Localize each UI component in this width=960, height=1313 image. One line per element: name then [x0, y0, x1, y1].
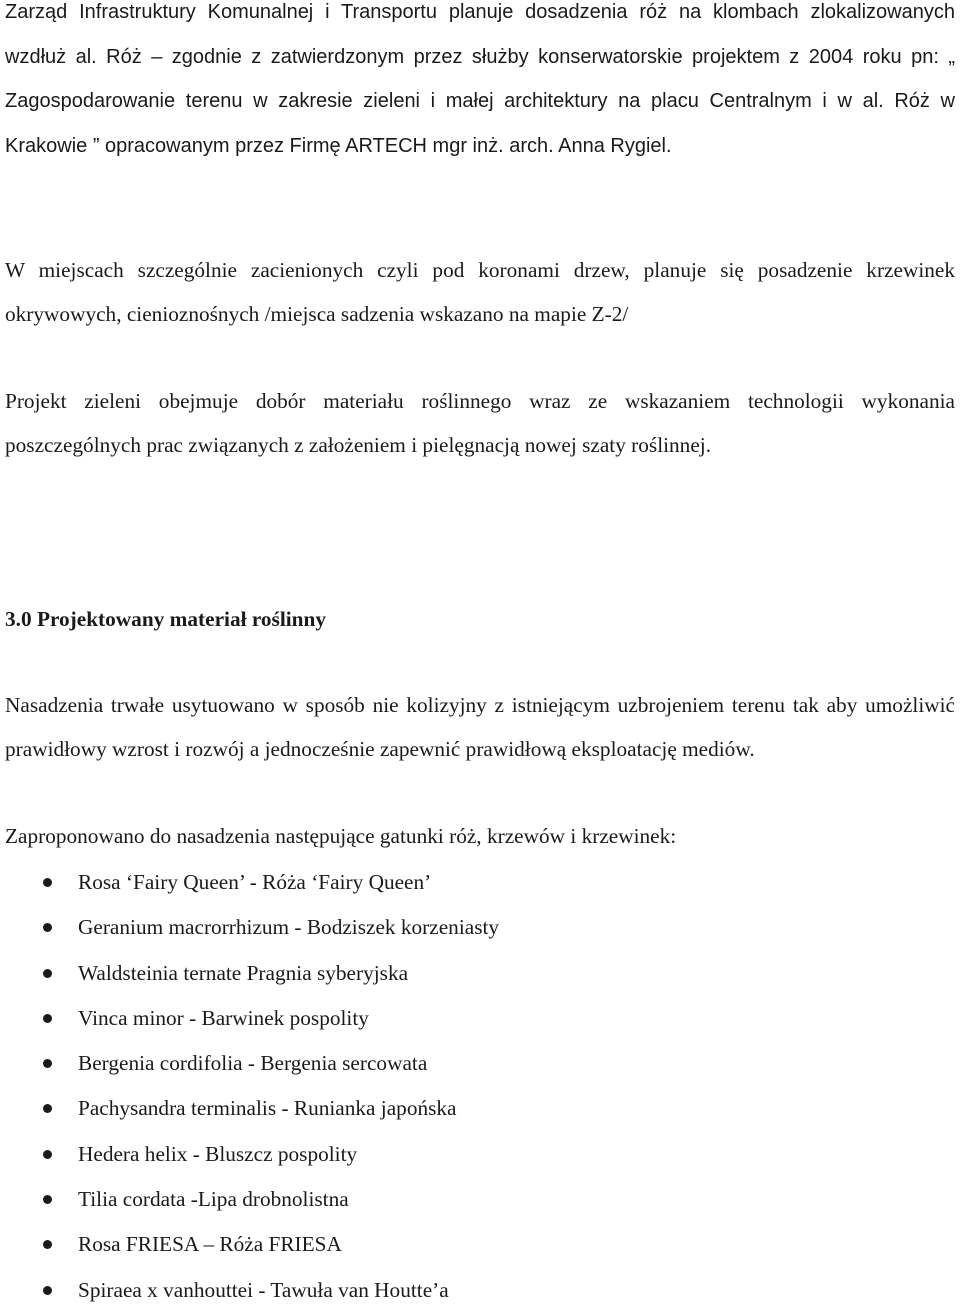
list-item	[5, 1268, 955, 1313]
intro-paragraph	[5, 0, 955, 168]
list-item	[5, 860, 955, 905]
list-item	[5, 905, 955, 950]
species-label: Rosa FRIESA – Róża FRIESA	[78, 1232, 342, 1257]
bullet-icon	[43, 923, 52, 932]
bullet-icon	[43, 1195, 52, 1204]
bullet-icon	[43, 1104, 52, 1113]
list-item	[5, 1132, 955, 1177]
species-label: Tilia cordata -Lipa drobnolistna	[78, 1187, 349, 1212]
permanent-planting-paragraph: Nasadzenia trwałe usytuowano w sposób nie kolizyjny z istniejącym uzbrojeniem terenu tak aby umożliwić prawidłowy wzrost i rozwój a jednocześnie zapewnić prawidłową eksploatację mediów.	[5, 693, 955, 761]
project-scope-paragraph: Projekt zieleni obejmuje dobór materiału roślinnego wraz ze wskazaniem technologii wykonania poszczególnych prac związanych z założeniem i pielęgnacją nowej szaty roślinnej.	[5, 389, 955, 457]
species-label: Waldsteinia ternate Pragnia syberyjska	[78, 960, 409, 985]
list-item	[5, 1041, 955, 1086]
species-label: Bergenia cordifolia - Bergenia sercowata	[78, 1051, 428, 1076]
bullet-icon	[43, 969, 52, 978]
list-item	[5, 996, 955, 1041]
list-item	[5, 1086, 955, 1131]
bullet-icon	[43, 1059, 52, 1068]
bullet-icon	[43, 1240, 52, 1249]
species-label: Hedera helix - Bluszcz pospolity	[78, 1141, 358, 1166]
species-label: Geranium macrorrhizum - Bodziszek korzeniasty	[78, 915, 500, 940]
bullet-icon	[43, 878, 52, 887]
species-label: Rosa ‘Fairy Queen’ - Róża ‘Fairy Queen’	[78, 870, 432, 894]
bullet-icon	[43, 1286, 52, 1295]
list-item	[5, 1177, 955, 1222]
list-item	[5, 951, 955, 996]
proposed-species-intro: Zaproponowano do nasadzenia następujące gatunki róż, krzewów i krzewinek:	[5, 824, 677, 848]
intro-paragraph-text: Zarząd Infrastruktury Komunalnej i Transportu planuje dosadzenia róż na klombach zlokalizowanych wzdłuż al. Róż – zgodnie z zatwierdzonym przez służby konserwatorskie projektem z 2004 roku pn: „ Zagospodarowanie terenu w zakresie zieleni i małej architektury na placu Centralnym i w al. Róż w Krakowie ” opracowanym przez Firmę ARTECH mgr inż. arch. Anna Rygiel.	[5, 1, 955, 157]
species-label: Pachysandra terminalis - Runianka japońska	[78, 1096, 457, 1121]
bullet-icon	[43, 1150, 52, 1159]
species-label: Spiraea x vanhouttei - Tawuła van Houtte’a	[78, 1277, 449, 1302]
list-item	[5, 1222, 955, 1267]
species-label: Vinca minor - Barwinek pospolity	[78, 1005, 369, 1030]
species-list	[5, 860, 955, 1313]
shade-planting-paragraph: W miejscach szczególnie zacienionych czyli pod koronami drzew, planuje się posadzenie krzewinek okrywowych, cienioznośnych /miejsca sadzenia wskazano na mapie Z-2/	[5, 258, 955, 326]
section-heading: 3.0 Projektowany materiał roślinny	[5, 607, 327, 631]
bullet-icon	[43, 1014, 52, 1023]
